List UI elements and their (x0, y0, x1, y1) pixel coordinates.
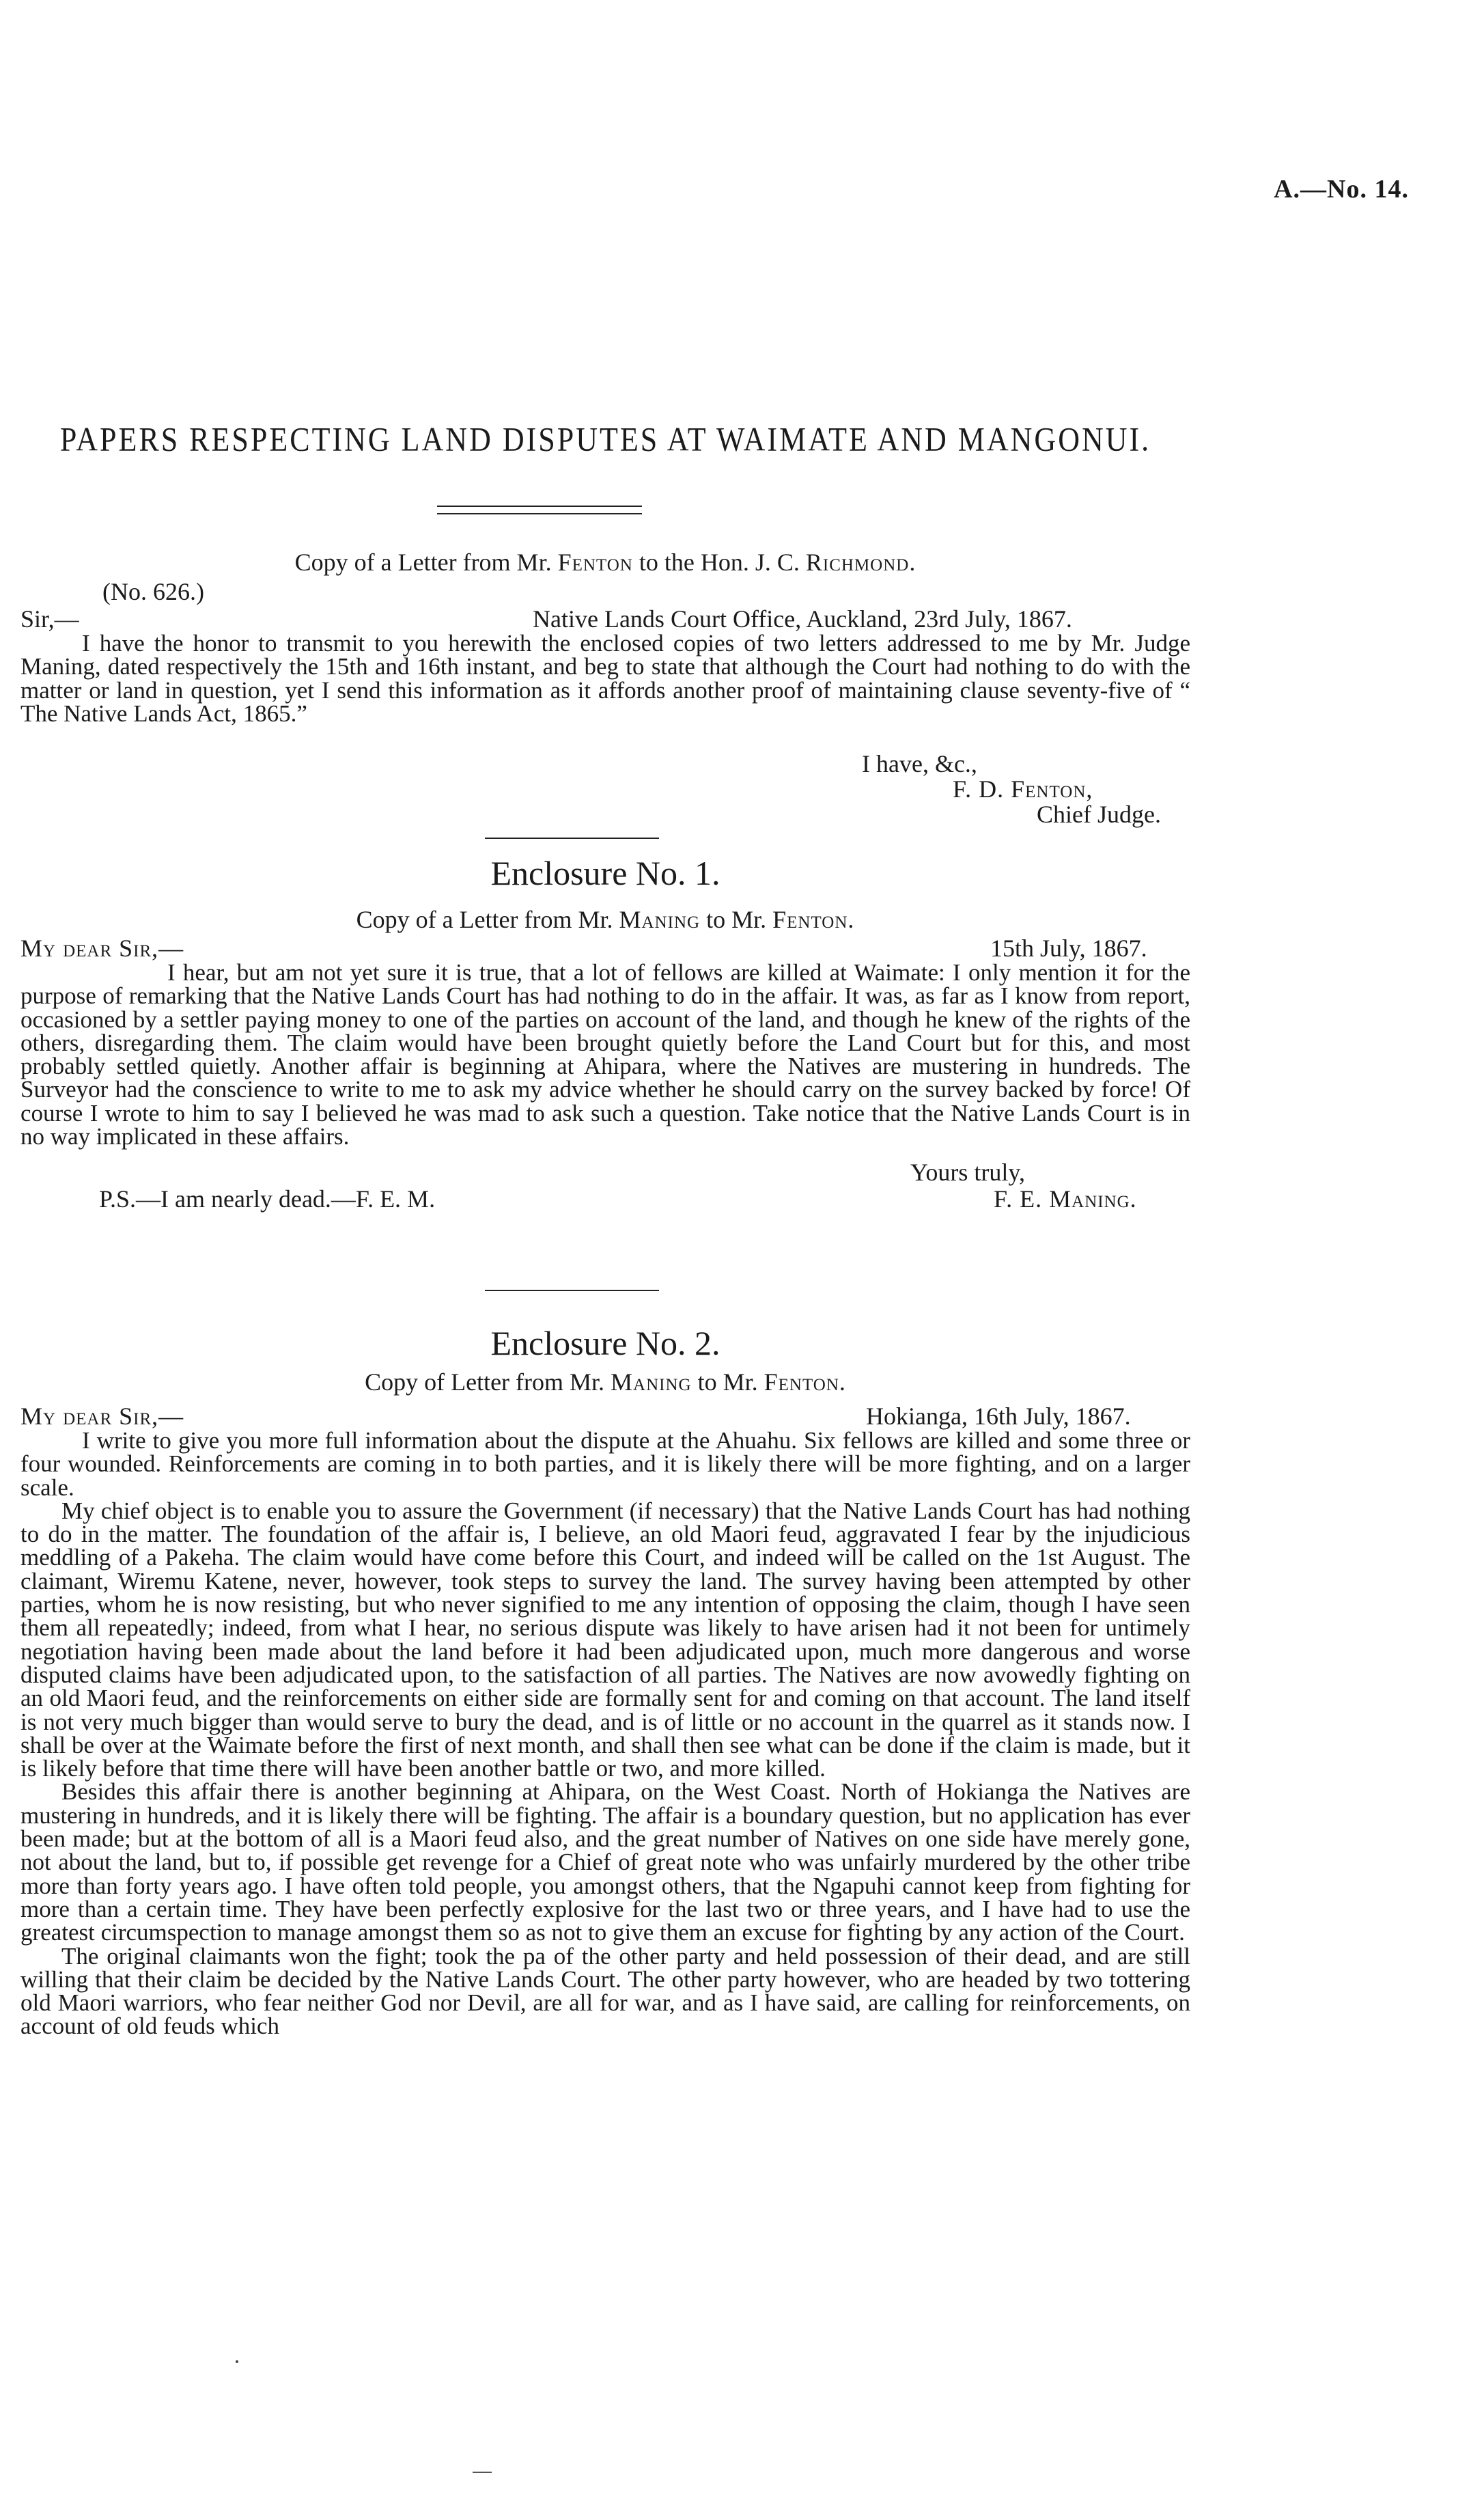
ink-speck (236, 2360, 238, 2363)
title-double-rule (437, 506, 642, 514)
enclosure1-closing: Yours truly, (910, 1159, 1026, 1186)
letter1-signature: F. D. Fenton, (953, 775, 1093, 803)
letter1-number: (No. 626.) (102, 578, 204, 605)
letter1-caption: Copy of a Letter from Mr. Fenton to the Hon. J. C. Richmond. (294, 549, 916, 576)
enclosure2-paragraph: My chief object is to enable you to assure the Government (if necessary) that the Native Lands Court has had nothing to do in the matter. The foundation of the affair is, I believe, an old Maori feud, aggravated I fear by the injudicious meddling of a Pakeha. The claim would have come before this Court, and indeed will be called on the 1st August. The claimant, Wiremu Katene, never, however, took steps to survey the land. The survey having been attempted by other parties, whom he is now resisting, but who never signified to me any intention of opposing the claim, though I have seen them all repeatedly; indeed, from what I hear, no serious dispute was likely to have arisen had it not been for untimely negotiation having been made about the land before it had been adjudicated upon, much more dangerous and worse disputed claims have been adjudicated upon, to the satisfaction of all parties. The Natives are now avowedly fighting on an old Maori feud, and the reinforcements on either side are formally sent for and coming on that account. The land itself is not very much bigger than would serve to bury the dead, and is of little or no account in the quarrel as it stands now. I shall be over at the Waimate before the first of next month, and shall then see what can be done if the claim is made, but it is likely before that time there will have been another battle or two, and more killed. (20, 1497, 1190, 1782)
enclosure2-paragraph: The original claimants won the fight; took the pa of the other party and held possession of their dead, and are still willing that their claim be decided by the Native Lands Court. The other party however, who are headed by two tottering old Maori warriors, who fear neither God nor Devil, are all for war, and as I have said, are calling for reinforcements, on account of old feuds which (20, 1942, 1190, 2040)
letter1-address-date: Native Lands Court Office, Auckland, 23rd July, 1867. (533, 605, 1072, 633)
enclosure2-heading: Enclosure No. 2. (490, 1324, 720, 1362)
footer-mark (473, 2472, 492, 2473)
enclosure1-salutation: My dear Sir,— (20, 935, 184, 962)
enclosure2-paragraph: I write to give you more full information about the dispute at the Ahuahu. Six fellows are killed and some three or four wounded. Reinforcements are coming in to both parties, and it is likely there will be more fighting, and on a larger scale. (20, 1427, 1190, 1501)
enclosure2-salutation: My dear Sir,— (20, 1403, 184, 1430)
enclosure1-caption: Copy of a Letter from Mr. Maning to Mr. Fenton. (356, 906, 855, 933)
document-title: PAPERS RESPECTING LAND DISPUTES AT WAIMATE AND MANGONUI. (59, 421, 1151, 458)
enclosure2-paragraph: Besides this affair there is another beginning at Ahipara, on the West Coast. North of Hokianga the Natives are mustering in hundreds, and it is likely there will be fighting. The affair is a boundary question, but no application has ever been made; but at the bottom of all is a Maori feud also, and the great number of Natives on one side have merely gone, not about the land, but to, if possible get revenge for a Chief of great note who was unfairly murdered by the other tribe more than forty years ago. I have often told people, you amongst others, that the Ngapuhi cannot keep from fighting for more than a certain time. They have been perfectly explosive for the last two or three years, and I have had to use the greatest circumspection to manage amongst them so as not to give them an excuse for fighting by any action of the Court. (20, 1778, 1190, 1946)
page-reference: A.—No. 14. (1274, 175, 1409, 204)
enclosure1-date: 15th July, 1867. (990, 935, 1147, 962)
section-rule-2 (485, 1290, 659, 1291)
letter1-signature-title: Chief Judge. (1037, 801, 1161, 828)
enclosure1-postscript: P.S.—I am nearly dead.—F. E. M. (99, 1185, 436, 1213)
enclosure2-address-date: Hokianga, 16th July, 1867. (866, 1403, 1131, 1430)
enclosure1-body: I hear, but am not yet sure it is true, that a lot of fellows are killed at Waimate: I only mention it for the purpose of remarking that the Native Lands Court has had nothing to do in the affair. It was, as far as I know from report, occasioned by a settler paying money to one of the parties on account of the land, and though he knew of the rights of the others, disregarding them. The claim would have been brought quietly before the Land Court but for this, and most probably settled quietly. Another affair is beginning at Ahipara, where the Natives are mustering in hundreds. The Surveyor had the conscience to write to me to ask my advice whether he should carry on the survey backed by force! Of course I wrote to him to say I believed he was mad to ask such a question. Take notice that the Native Lands Court is in no way implicated in these affairs. (20, 959, 1190, 1150)
enclosure2-body (20, 1429, 1190, 2039)
letter1-body: I have the honor to transmit to you herewith the enclosed copies of two letters addressed to me by Mr. Judge Maning, dated respectively the 15th and 16th instant, and beg to state that although the Court had nothing to do with the matter or land in question, yet I send this information as it affords another proof of maintaining clause seventy-five of “ The Native Lands Act, 1865.” (20, 630, 1190, 727)
enclosure2-caption: Copy of Letter from Mr. Maning to Mr. Fenton. (365, 1368, 846, 1396)
section-rule-1 (485, 838, 659, 839)
enclosure1-heading: Enclosure No. 1. (490, 854, 720, 892)
letter1-closing: I have, &c., (862, 750, 977, 777)
enclosure1-signature: F. E. Maning. (994, 1185, 1137, 1213)
letter1-salutation: Sir,— (20, 605, 79, 633)
